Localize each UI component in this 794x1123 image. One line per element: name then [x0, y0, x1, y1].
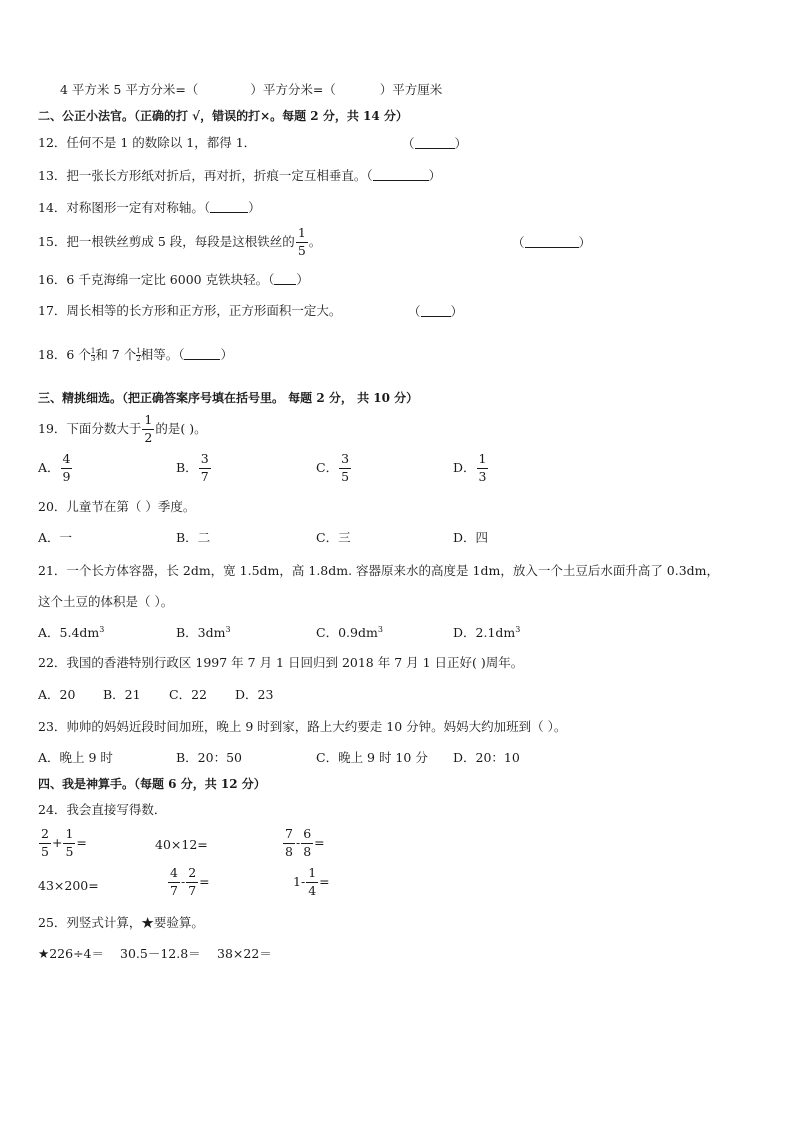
fraction-one-half: $\frac{1}{2}$	[144, 412, 153, 445]
q22-option-a[interactable]: A．20	[38, 687, 76, 702]
area-conversion-line: 4 平方米 5 平方分米=（ ）平方分米=（ ）平方厘米	[60, 82, 443, 97]
calc-expression-3: $\frac{7}{8}$ - $\frac{6}{8}$ =	[285, 826, 325, 859]
answer-blank-14[interactable]	[210, 201, 248, 213]
question-14: 14．对称图形一定有对称轴。（ ）	[38, 200, 261, 215]
fraction-one-fifth: $\frac{1}{5}$	[297, 225, 306, 258]
q20-option-b[interactable]: B．二	[176, 530, 211, 545]
q20-option-d[interactable]: D．四	[453, 530, 489, 545]
question-13: 13．把一张长方形纸对折后，再对折，折痕一定互相垂直。（ ）	[38, 168, 442, 183]
question-17: 17．周长相等的长方形和正方形，正方形面积一定大。	[38, 303, 342, 318]
q20-option-c[interactable]: C．三	[316, 530, 351, 545]
calc-expression-6: 1- $\frac{1}{4}$ =	[293, 865, 330, 898]
question-21-line-1: 21．一个长方体容器，长 2dm，宽 1.5dm，高 1.8dm. 容器原来水的高度是 1dm，放入一个土豆后水面升高了 0.3dm，	[38, 563, 720, 578]
fraction-one-half: $\frac{1}{2}$	[136, 347, 141, 363]
answer-blank-16[interactable]	[274, 273, 296, 285]
answer-blank-18[interactable]	[184, 348, 220, 360]
section-4-title: 四、我是神算手。（每题 6 分，共 12 分）	[38, 777, 266, 791]
question-24: 24．我会直接写得数．	[38, 802, 167, 817]
answer-blank-15[interactable]: （ ）	[512, 235, 592, 250]
vertical-calc-3: 38×22＝	[217, 946, 272, 961]
q23-option-b[interactable]: B．20：50	[176, 750, 242, 765]
fraction-one-third: $\frac{1}{3}$	[90, 347, 96, 363]
q23-option-c[interactable]: C．晚上 9 时 10 分	[316, 750, 428, 765]
calc-expression-1: $\frac{2}{5}$ + $\frac{1}{5}$ =	[41, 826, 87, 859]
calc-expression-2: 40×12=	[155, 837, 208, 852]
q21-option-d[interactable]: D．$2.1dm^3$	[453, 625, 521, 641]
question-19: 19．下面分数大于 $\frac{1}{2}$ 的是( )。	[38, 412, 207, 445]
q23-option-a[interactable]: A．晚上 9 时	[38, 750, 113, 765]
question-12: 12．任何不是 1 的数除以 1，都得 1．	[38, 135, 257, 150]
question-20: 20．儿童节在第（ ）季度。	[38, 499, 196, 514]
q22-option-b[interactable]: B．21	[103, 687, 141, 702]
q19-option-a[interactable]: A． $\frac{4}{9}$	[38, 451, 71, 484]
q20-option-a[interactable]: A．一	[38, 530, 73, 545]
question-18: 18．6 个 $\frac{1}{3}$ 和 7 个 $\frac{1}{2}$ 相等。（ ）	[38, 347, 233, 363]
calc-expression-4: 43×200=	[38, 878, 99, 893]
vertical-calc-2: 30.5－12.8＝	[120, 946, 201, 961]
answer-blank-17[interactable]: （ ）	[408, 304, 464, 319]
question-21-line-2: 这个土豆的体积是（ ）。	[38, 594, 174, 609]
q19-option-b[interactable]: B． $\frac{3}{7}$	[176, 451, 209, 484]
question-15: 15．把一根铁丝剪成 5 段，每段是这根铁丝的 $\frac{1}{5}$ 。	[38, 225, 322, 258]
q21-option-a[interactable]: A．$5.4dm^3$	[38, 625, 105, 641]
q21-option-c[interactable]: C．$0.9dm^3$	[316, 625, 383, 641]
q19-option-c[interactable]: C． $\frac{3}{5}$	[316, 451, 350, 484]
q19-option-d[interactable]: D． $\frac{1}{3}$	[453, 451, 487, 484]
question-22: 22．我国的香港特别行政区 1997 年 7 月 1 日回归到 2018 年 7 月 1 日正好( )周年。	[38, 655, 524, 670]
question-16: 16．6 千克海绵一定比 6000 克铁块轻。（ ）	[38, 272, 309, 287]
calc-expression-5: $\frac{4}{7}$ - $\frac{2}{7}$ =	[170, 865, 210, 898]
section-2-title: 二、公正小法官。（正确的打 √，错误的打×。每题 2 分，共 14 分）	[38, 109, 408, 123]
vertical-calc-1: ★226÷4＝	[38, 946, 104, 961]
q22-option-c[interactable]: C．22	[169, 687, 207, 702]
question-23: 23．帅帅的妈妈近段时间加班，晚上 9 时到家，路上大约要走 10 分钟。妈妈大约加班到（ ）。	[38, 719, 567, 734]
answer-blank-12[interactable]: （ ）	[402, 136, 468, 151]
question-25: 25．列竖式计算，★要验算。	[38, 915, 204, 930]
q22-option-d[interactable]: D．23	[235, 687, 274, 702]
section-3-title: 三、精挑细选。（把正确答案序号填在括号里。 每题 2 分， 共 10 分）	[38, 391, 419, 405]
q23-option-d[interactable]: D．20：10	[453, 750, 520, 765]
answer-blank-13[interactable]	[373, 169, 429, 181]
q21-option-b[interactable]: B．$3dm^3$	[176, 625, 231, 641]
